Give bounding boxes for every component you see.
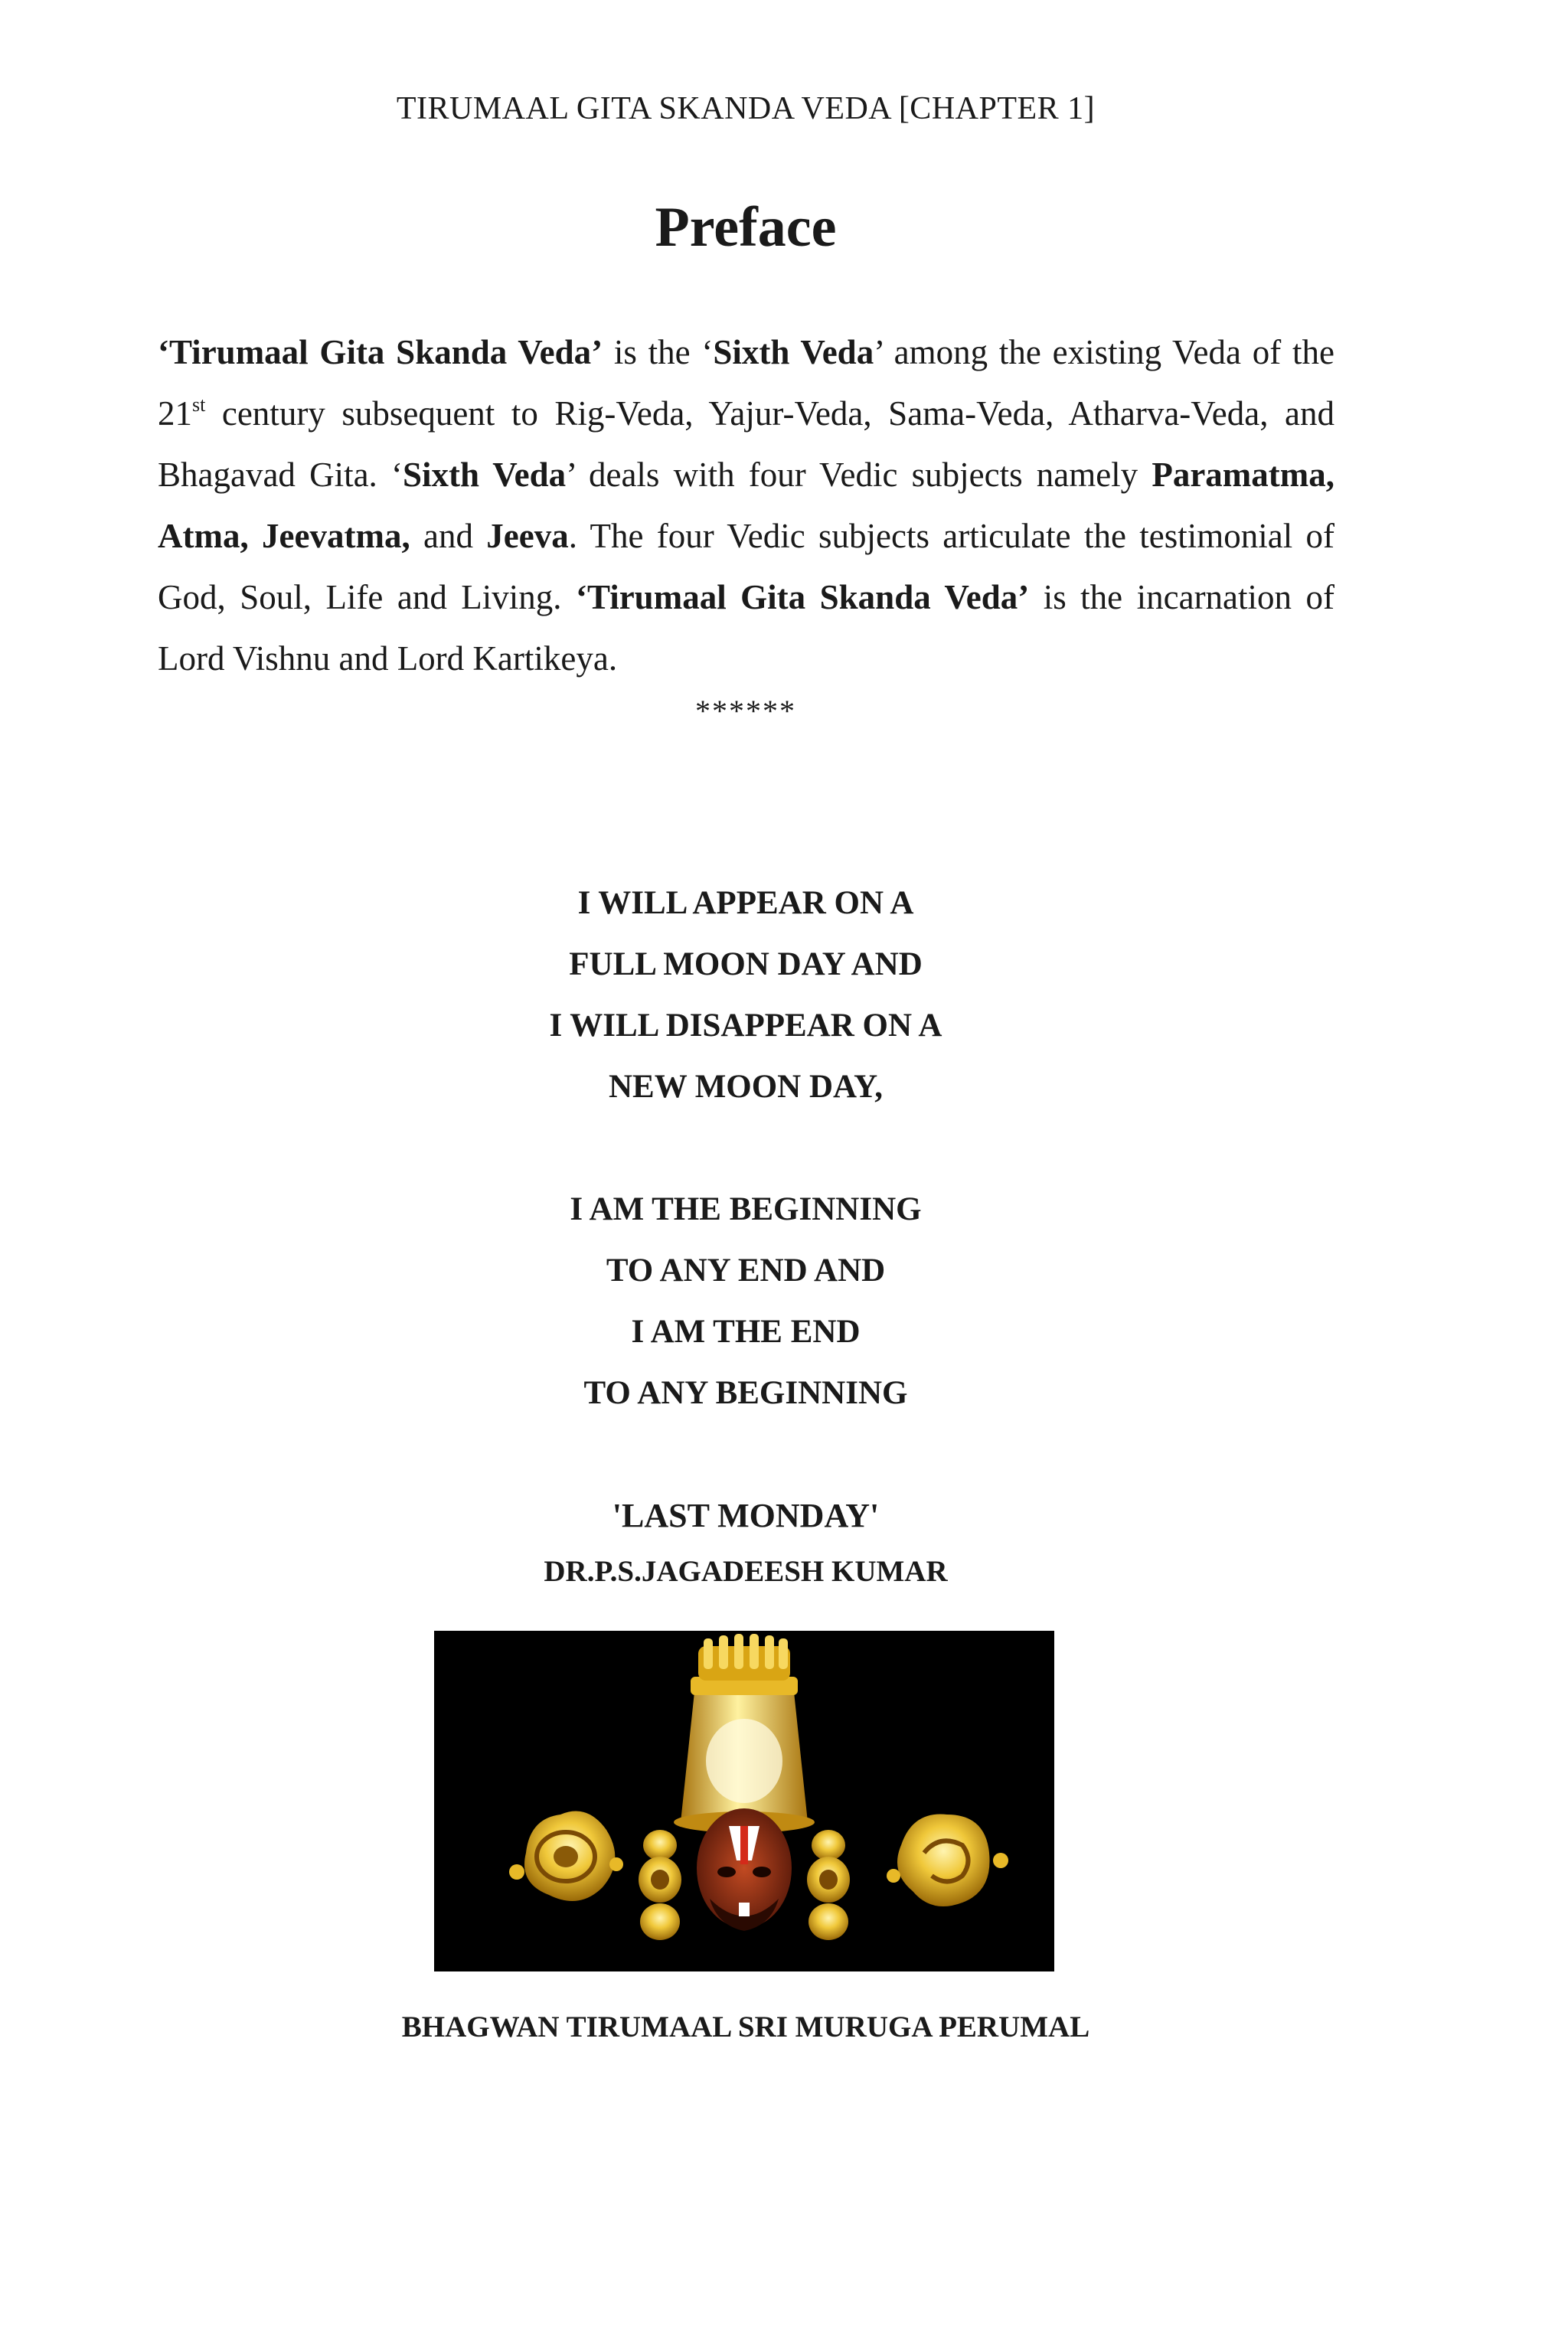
text-run: . The four Vedic subjects articulate the testimonial of God, Soul, Life and Living. <box>158 517 1335 616</box>
verse-line: I WILL APPEAR ON A <box>577 885 914 921</box>
verse-line: TO ANY BEGINNING <box>583 1375 908 1411</box>
text-run: ’ deals with four Vedic subjects namely <box>566 456 1152 494</box>
left-ear-ornament-icon <box>639 1830 681 1940</box>
bold-text: ‘Tirumaal Gita Skanda Veda’ <box>576 578 1030 616</box>
text-run: and <box>410 517 487 555</box>
preface-paragraph <box>158 322 1334 689</box>
superscript: st <box>192 394 206 416</box>
verse-line: I AM THE END <box>631 1314 861 1350</box>
right-ear-ornament-icon <box>807 1830 850 1940</box>
text-run: century subsequent to Rig-Veda, Yajur-Veda, Sama-Veda, Atharva-Veda, and Bhagavad Gita. ‘ <box>158 394 1334 494</box>
bold-text: ‘Tirumaal Gita Skanda Veda’ <box>158 333 603 371</box>
work-title: 'LAST MONDAY' <box>612 1497 880 1534</box>
page-title: Preface <box>655 196 837 259</box>
deity-image <box>434 1631 1054 1971</box>
text-run: ’ among the existing Veda of the 21 <box>158 333 1334 433</box>
bold-text: Sixth Veda <box>713 333 874 371</box>
bold-text: Paramatma, Atma, Jeevatma, <box>158 456 1334 555</box>
text-run: is the incarnation of Lord Vishnu and Lord Kartikeya. <box>158 578 1334 678</box>
verse-line: I WILL DISAPPEAR ON A <box>549 1008 942 1044</box>
verse-line: I AM THE BEGINNING <box>570 1191 922 1227</box>
running-header: TIRUMAAL GITA SKANDA VEDA [CHAPTER 1] <box>396 91 1096 126</box>
text-run: is the ‘ <box>603 333 714 371</box>
verse-line: NEW MOON DAY, <box>608 1069 883 1105</box>
section-separator: ****** <box>695 694 796 728</box>
bold-text: Jeeva <box>486 517 569 555</box>
bold-text: Sixth Veda <box>402 456 567 494</box>
verse-stanza-1 <box>0 873 1491 1118</box>
verse-line: FULL MOON DAY AND <box>569 946 923 982</box>
verse-line: TO ANY END AND <box>606 1253 886 1289</box>
author-name: DR.P.S.JAGADEESH KUMAR <box>544 1555 948 1588</box>
deity-illustration <box>434 1631 1054 1971</box>
image-caption: BHAGWAN TIRUMAAL SRI MURUGA PERUMAL <box>401 2011 1090 2043</box>
verse-stanza-2 <box>0 1179 1491 1424</box>
